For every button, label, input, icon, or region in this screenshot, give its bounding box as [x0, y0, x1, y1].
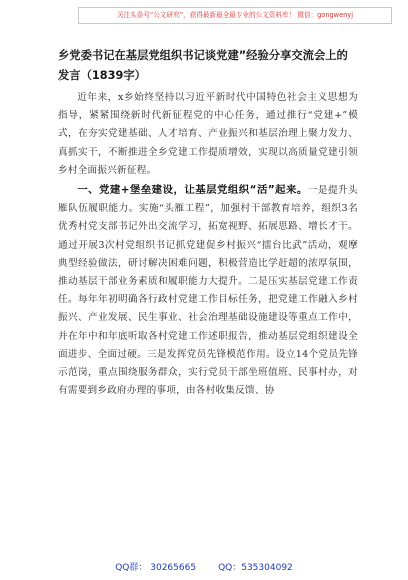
- intro-paragraph: 近年来，x乡始终坚持以习近平新时代中国特色社会主义思想为指导，紧紧围绕新时代新征程党的中心任务，通过推行“党建+”模式，在夯实党建基础、人才培育、产业振兴和基层治理上聚力发力、真抓实干，不断推进全乡党建工作提质增效，实现以高质量党建引领乡村全面振兴新征程。: [58, 92, 358, 176]
- qq-contact-link[interactable]: QQ：535304092: [218, 563, 293, 573]
- document-title: 乡党委书记在基层党组织书记谈党建”经验分享交流会上的发言（1839字）: [58, 49, 348, 82]
- section-1-body: 一是提升头雁队伍履职能力。实施“头雁工程”，加强村干部教育培养，组织3名优秀村党支部书记外出交流学习，拓宽视野、拓展思路、增长才干。通过开展3次村党组织书记抓党建促乡村振兴“擂台比武”活动，观摩典型经验做法，研讨解决困难问题，积极营造比学赶超的浓厚氛围，推动基层干部业务素质和履职能力大提升。二是压实基层党建工作责任。每年年初明确各行政村党建工作目标任务，把党建工作融入乡村振兴、产业发展、民生事业、社会治理基础设施建设等重点工作中，并在年中和年底听取各村党建工作述职报告，推动基层党组织建设全面进步、全面过硬。三是发挥党员先锋模范作用。设立14个党员先锋示范岗，重点围绕服务群众，实行党员干部坐班值班、民事村办，对有需要到乡政府办理的事项，由各村收集反馈、协: [58, 185, 358, 397]
- contact-footer: [0, 560, 408, 573]
- section-1-heading: 一、党建+堡垒建设，让基层党组织“活”起来。: [77, 184, 308, 197]
- section-1-paragraph: [58, 181, 358, 400]
- document-body: [58, 46, 358, 400]
- qq-group-link[interactable]: QQ群： 30265665: [115, 563, 197, 573]
- promo-banner: 关注头条号“公文研究”，获得最新最全最专业的公文资料库！ 微信：gongwenyj: [78, 7, 392, 24]
